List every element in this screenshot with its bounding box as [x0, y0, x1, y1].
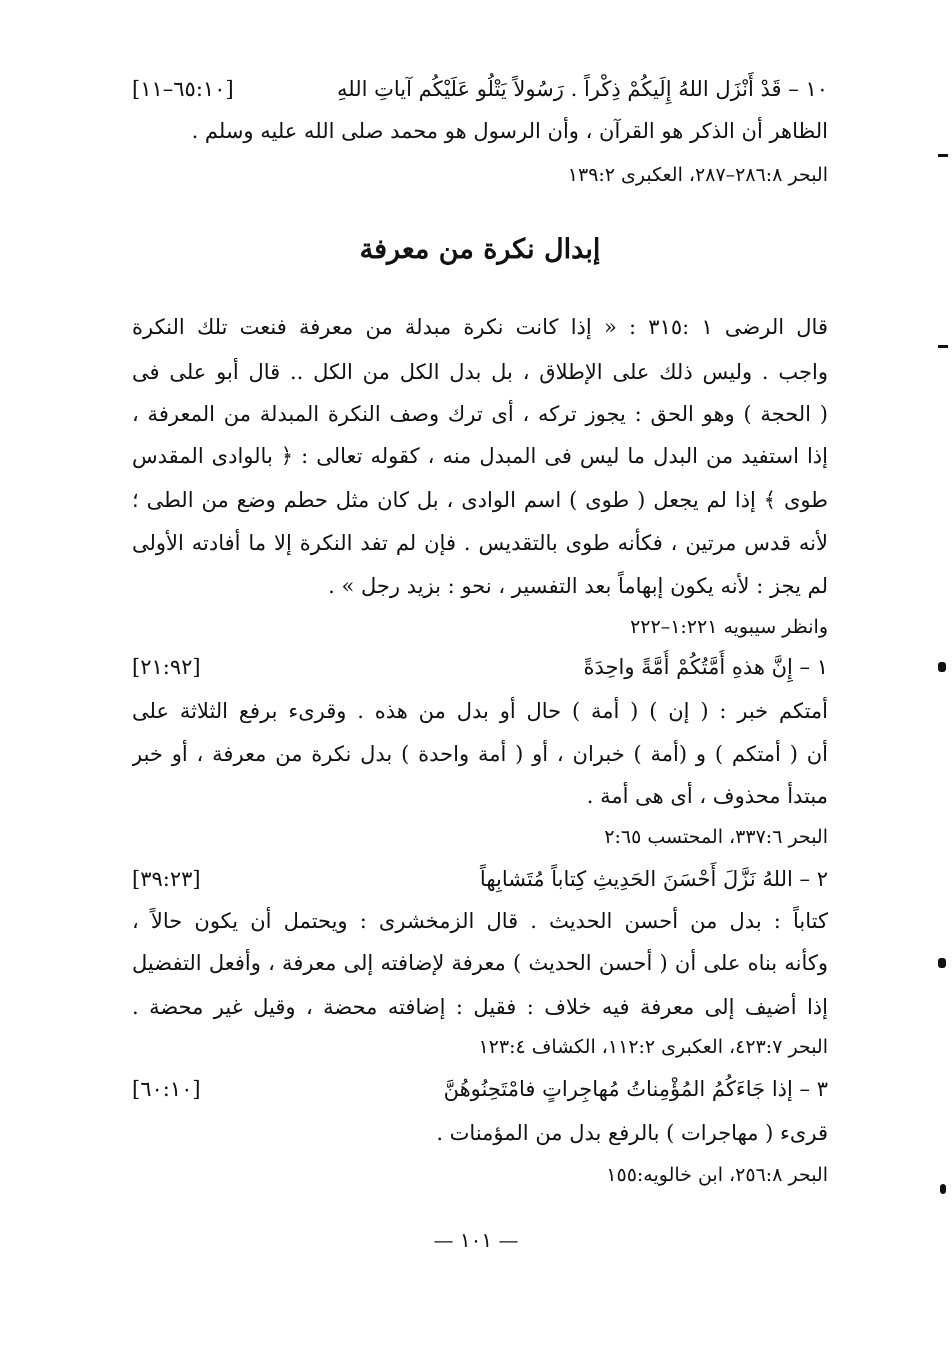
verse-line-3 — [132, 1072, 828, 1106]
intro-line: طوى ﴾ إذا لم يجعل ( طوى ) اسم الوادى ، بل كان مثل حطم وضع من الطى ؛ — [132, 488, 828, 512]
entry-2-line: كتاباً : بدل من أحسن الحديث . قال الزمخشرى : ويحتمل أن يكون حالاً ، — [132, 909, 828, 933]
entry-2-line: وكأنه بناه على أن ( أحسن الحديث ) معرفة لإضافته إلى معرفة ، وأفعل التفضيل — [132, 951, 828, 975]
verse-text: ٣ – إذا جَاءَكُمُ المُؤْمِناتُ مُهاجِراتٍ فامْتَحِنُوهُنَّ — [443, 1077, 828, 1101]
scan-mark — [938, 662, 946, 672]
verse-text: ١٠ – قَدْ أَنْزَل اللهُ إِلَيكُمْ ذِكْراً . رَسُولاً يَتْلُو عَلَيْكُم آياتِ اللهِ — [336, 77, 828, 101]
entry-1-line: مبتدأ محذوف ، أى هى أمة . — [586, 784, 828, 808]
scan-mark — [938, 958, 946, 968]
verse-line-1 — [132, 650, 828, 684]
intro-line: إذا استفيد من البدل ما ليس فى المبدل منه ، كقوله تعالى : ﴿ بالوادى المقدس — [132, 444, 828, 468]
verse-reference: [٦٥:١٠–١١] — [132, 77, 234, 101]
intro-line: لم يجز : لأنه يكون إبهاماً بعد التفسير ، نحو : بزيد رجل » . — [328, 574, 828, 598]
entry-1-line: أن ( أمتكم ) و (أمة ) خبران ، أو ( أمة واحدة ) بدل نكرة من معرفة ، أو خبر — [132, 742, 828, 766]
verse-line-10 — [132, 72, 828, 106]
entry-10-sources: البحر ٢٨٦:٨–٢٨٧، العكبرى ١٣٩:٢ — [567, 164, 828, 186]
section-heading: إبدال نكرة من معرفة — [359, 234, 601, 265]
verse-reference: [٣٩:٢٣] — [132, 867, 201, 891]
intro-source: وانظر سيبويه ١:٢٢١–٢٢٢ — [630, 616, 828, 638]
verse-reference: [٦٠:١٠] — [132, 1077, 201, 1101]
entry-2-line: إذا أضيف إلى معرفة فيه خلاف : فقيل : إضافته محضة ، وقيل غير محضة . — [132, 995, 828, 1019]
scan-mark — [938, 345, 948, 348]
intro-line: لأنه قدس مرتين ، فكأنه طوى بالتقديس . فإن لم تفد النكرة إلا ما أفادته الأولى — [132, 531, 828, 555]
verse-text: ٢ – اللهُ نَزَّلَ أَحْسَنَ الحَدِيثِ كِتاباً مُتَشابِهاً — [479, 867, 828, 891]
entry-2-sources: البحر ٤٢٣:٧، العكبرى ١١٢:٢، الكشاف ١٢٣:٤ — [478, 1036, 828, 1058]
entry-1-sources: البحر ٣٣٧:٦، المحتسب ٢:٦٥ — [604, 826, 828, 848]
scan-mark — [940, 1184, 946, 1194]
entry-3-line: قرىء ( مهاجرات ) بالرفع بدل من المؤمنات . — [436, 1121, 828, 1145]
verse-line-2 — [132, 862, 828, 896]
entry-1-line: أمتكم خبر : ( إن ) ( أمة ) حال أو بدل من هذه . وقرىء برفع الثلاثة على — [132, 699, 828, 723]
page-number: — ١٠١ — — [433, 1228, 519, 1252]
intro-line: ( الحجة ) وهو الحق : يجوز تركه ، أى ترك وصف النكرة المبدلة من المعرفة ، — [132, 402, 828, 426]
verse-text: ١ – إِنَّ هذهِ أُمَّتُكُمْ أُمَّةً واحِدَةً — [583, 655, 828, 679]
entry-10-note: الظاهر أن الذكر هو القرآن ، وأن الرسول هو محمد صلى الله عليه وسلم . — [191, 119, 828, 143]
entry-3-sources: البحر ٢٥٦:٨، ابن خالويه:١٥٥ — [606, 1164, 828, 1186]
scan-mark — [938, 154, 948, 157]
intro-line: واجب . وليس ذلك على الإطلاق ، بل بدل الكل من الكل .. قال أبو على فى — [132, 360, 828, 384]
intro-line: قال الرضى ١ :٣١٥ : « إذا كانت نكرة مبدلة من معرفة فنعت تلك النكرة — [132, 315, 828, 339]
verse-reference: [٢١:٩٢] — [132, 655, 201, 679]
